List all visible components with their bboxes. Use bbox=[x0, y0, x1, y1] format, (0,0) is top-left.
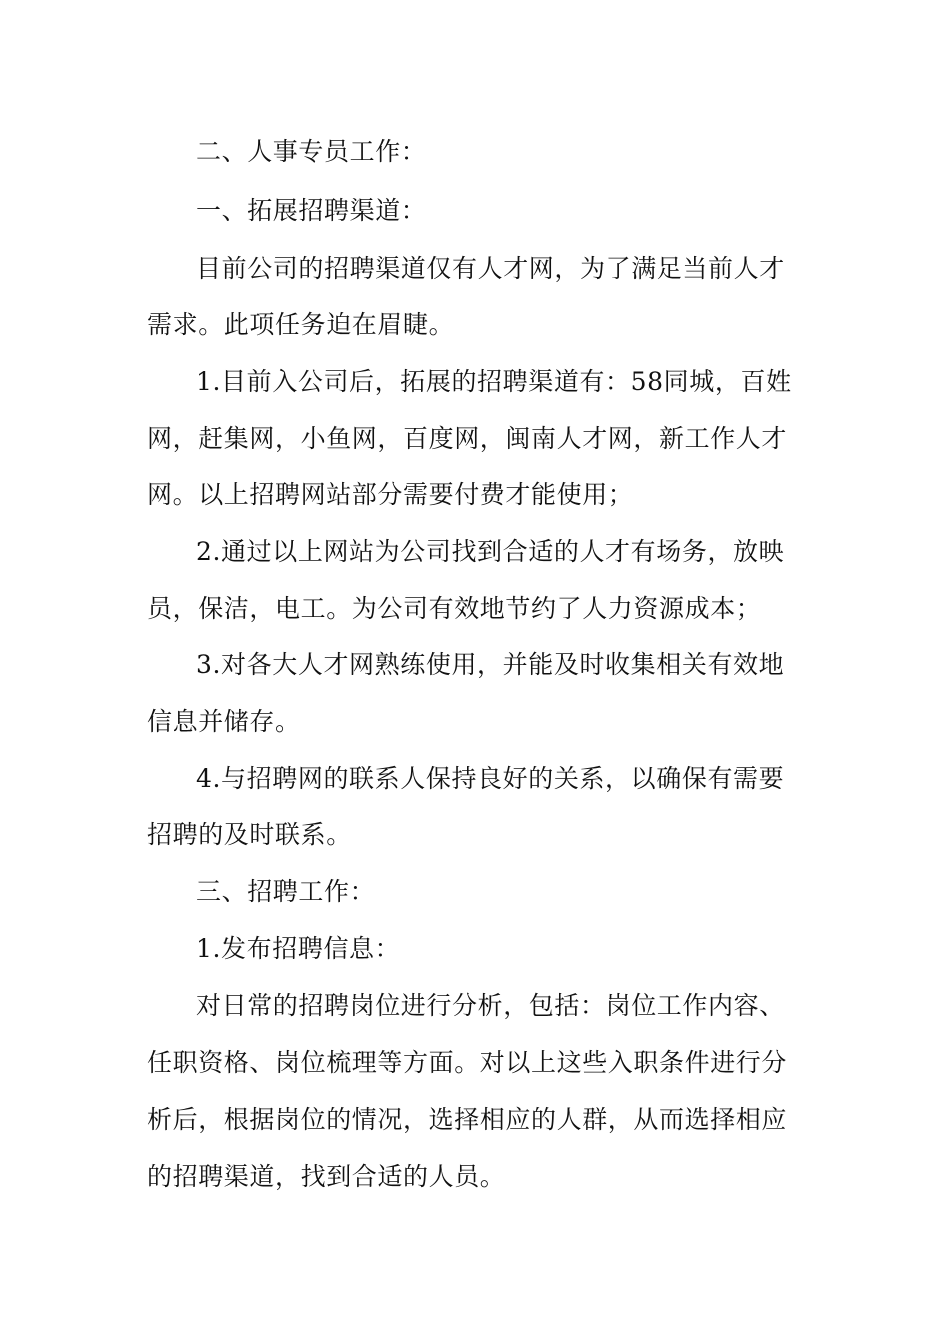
paragraph-line: 对日常的招聘岗位进行分析，包括：岗位工作内容、 bbox=[196, 991, 785, 1020]
list-item-1-line: 网。以上招聘网站部分需要付费才能使用； bbox=[147, 480, 634, 509]
heading-hr-specialist-work: 二、人事专员工作： bbox=[196, 137, 427, 166]
paragraph-line: 任职资格、岗位梳理等方面。对以上这些入职条件进行分 bbox=[147, 1048, 788, 1077]
paragraph-line: 目前公司的招聘渠道仅有人才网，为了满足当前人才 bbox=[196, 254, 785, 283]
list-item-1-line: 网，赶集网，小鱼网，百度网，闽南人才网，新工作人才 bbox=[147, 424, 788, 453]
list-item-2-line: 2.通过以上网站为公司找到合适的人才有场务，放映 bbox=[196, 537, 785, 566]
list-item-4-line: 招聘的及时联系。 bbox=[147, 820, 352, 849]
list-item-4-line: 4.与招聘网的联系人保持良好的关系，以确保有需要 bbox=[196, 764, 785, 793]
paragraph-line: 析后，根据岗位的情况，选择相应的人群，从而选择相应 bbox=[147, 1105, 788, 1134]
list-item-3-line: 3.对各大人才网熟练使用，并能及时收集相关有效地 bbox=[196, 650, 785, 679]
list-item-3-line: 信息并储存。 bbox=[147, 707, 301, 736]
heading-recruitment-work: 三、招聘工作： bbox=[196, 877, 376, 906]
heading-expand-recruitment-channels: 一、拓展招聘渠道： bbox=[196, 196, 427, 225]
paragraph-line: 的招聘渠道，找到合适的人员。 bbox=[147, 1162, 506, 1191]
list-item-2-line: 员，保洁，电工。为公司有效地节约了人力资源成本； bbox=[147, 594, 762, 623]
paragraph-line: 需求。此项任务迫在眉睫。 bbox=[147, 310, 455, 339]
list-item-1-line: 1.目前入公司后，拓展的招聘渠道有：58同城，百姓 bbox=[196, 367, 792, 396]
subheading-publish-recruitment-info: 1.发布招聘信息： bbox=[196, 934, 401, 963]
